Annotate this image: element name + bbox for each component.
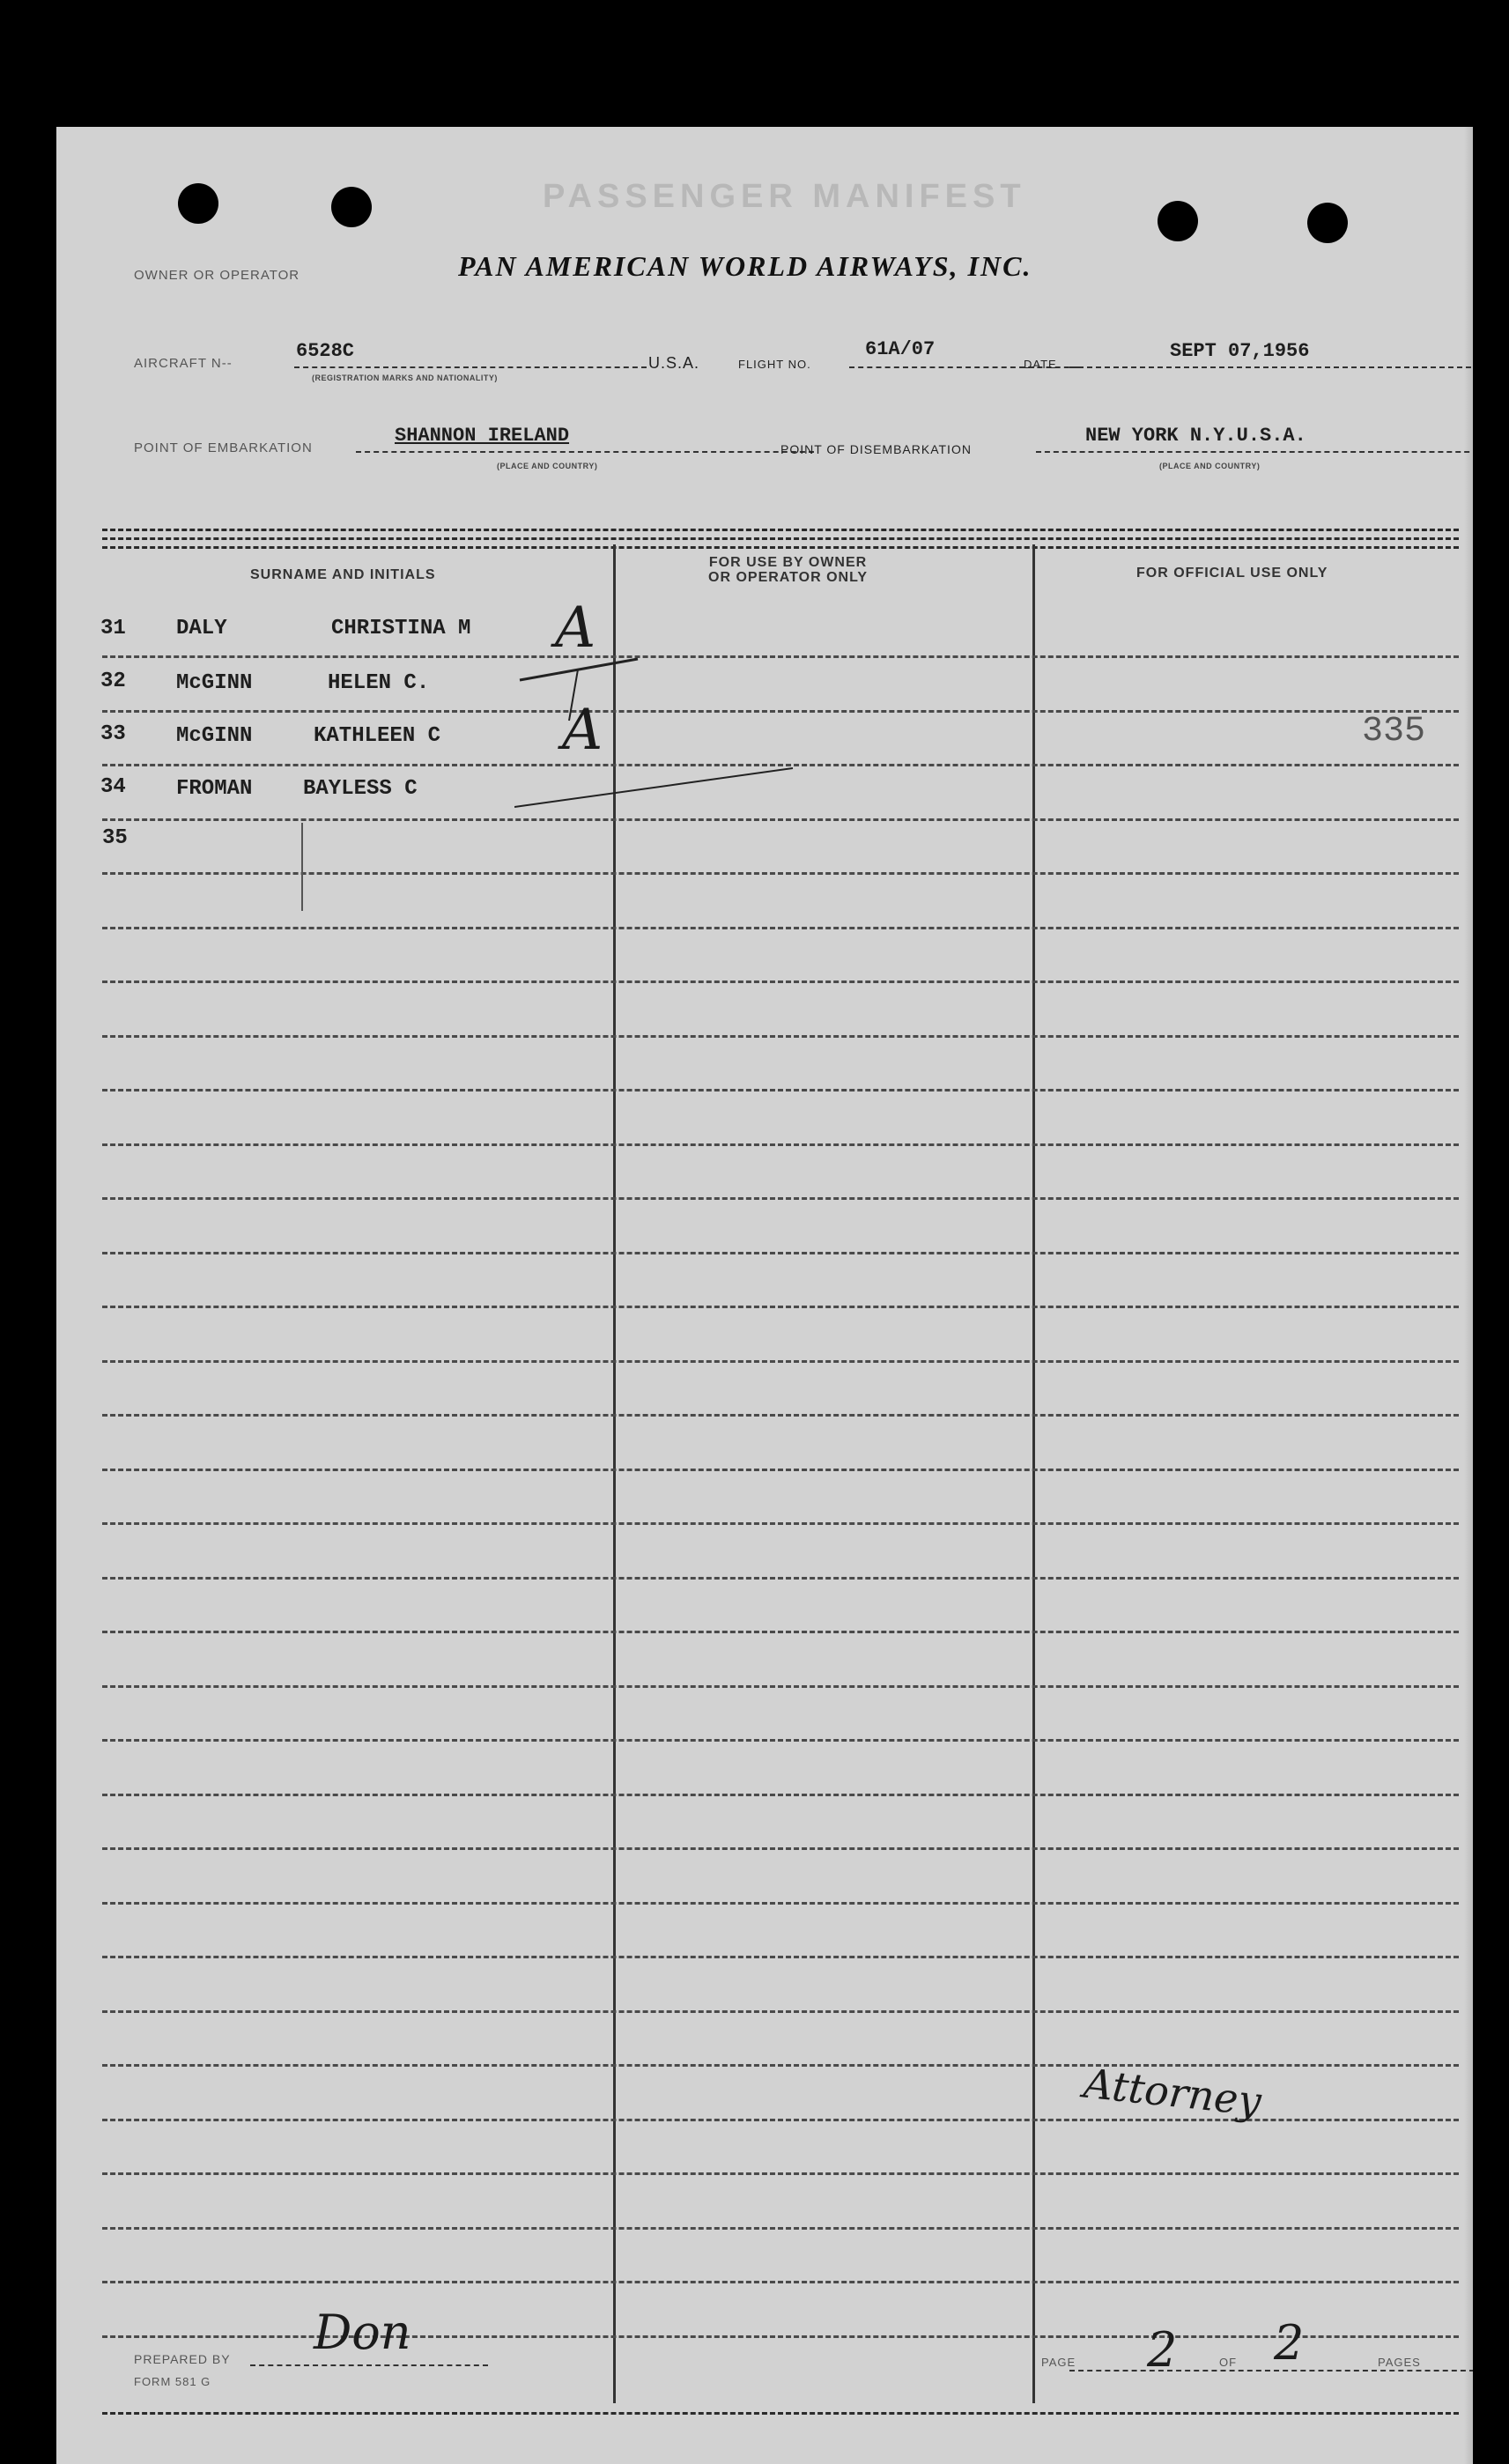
pen-stroke bbox=[569, 670, 578, 721]
col-header-names: SURNAME AND INITIALS bbox=[250, 567, 436, 582]
passenger-given-name: KATHLEEN C bbox=[314, 724, 441, 748]
of-label: OF bbox=[1219, 2356, 1238, 2369]
passenger-surname: DALY bbox=[176, 617, 227, 640]
row-rule bbox=[102, 1902, 1459, 1905]
date-label: DATE bbox=[1024, 358, 1057, 371]
table-top-rule bbox=[102, 529, 1459, 531]
row-rule bbox=[102, 1035, 1459, 1038]
airline-name: PAN AMERICAN WORLD AIRWAYS, INC. bbox=[458, 250, 1032, 282]
passenger-given-name: HELEN C. bbox=[328, 671, 430, 695]
aircraft-underline bbox=[294, 366, 647, 368]
row-rule bbox=[102, 2010, 1459, 2013]
embark-underline bbox=[356, 451, 814, 453]
row-rule bbox=[102, 1685, 1459, 1688]
usa-label: U.S.A. bbox=[648, 354, 700, 372]
row-rule bbox=[102, 1089, 1459, 1091]
row-rule bbox=[102, 1739, 1459, 1742]
row-number: 35 bbox=[102, 826, 128, 850]
pen-stroke bbox=[520, 659, 638, 680]
page-label: PAGE bbox=[1041, 2356, 1076, 2369]
disembark-label: POINT OF DISEMBARKATION bbox=[780, 442, 972, 456]
handwritten-mark: A bbox=[555, 596, 596, 661]
row-rule bbox=[102, 2172, 1459, 2175]
embark-label: POINT OF EMBARKATION bbox=[134, 440, 313, 455]
row-rule bbox=[102, 2064, 1459, 2067]
form-title: PASSENGER MANIFEST bbox=[543, 178, 1026, 215]
row-rule bbox=[102, 1794, 1459, 1796]
disembark-caption: (PLACE AND COUNTRY) bbox=[1159, 462, 1261, 470]
row-rule bbox=[102, 1252, 1459, 1254]
col-header-owner bbox=[708, 555, 868, 585]
row-rule bbox=[102, 1522, 1459, 1525]
passenger-surname: McGINN bbox=[176, 671, 253, 695]
column-divider bbox=[613, 544, 616, 2403]
row-rule bbox=[102, 1197, 1459, 1200]
row-number: 32 bbox=[100, 670, 126, 693]
row-rule bbox=[102, 1306, 1459, 1308]
row-rule bbox=[102, 927, 1459, 929]
official-note: 335 bbox=[1362, 712, 1426, 751]
row-rule bbox=[102, 1143, 1459, 1146]
official-signature: Attorney bbox=[1081, 2059, 1264, 2126]
row-rule bbox=[102, 818, 1459, 821]
row-rule bbox=[102, 1360, 1459, 1363]
form-code: FORM 581 G bbox=[134, 2375, 211, 2388]
flight-label: FLIGHT NO. bbox=[738, 358, 811, 371]
sheet-edge bbox=[1464, 127, 1473, 2464]
page-underline bbox=[1069, 2370, 1473, 2372]
row-rule bbox=[102, 1469, 1459, 1471]
prepared-underline bbox=[250, 2364, 488, 2366]
aircraft-value: 6528C bbox=[296, 340, 355, 362]
table-top-rule bbox=[102, 537, 1459, 540]
aircraft-label: AIRCRAFT N-- bbox=[134, 356, 233, 371]
table-top-rule bbox=[102, 546, 1459, 549]
row-rule bbox=[102, 1414, 1459, 1417]
row-rule bbox=[102, 980, 1459, 983]
pages-label: PAGES bbox=[1378, 2356, 1421, 2369]
manifest-sheet bbox=[56, 127, 1473, 2464]
prepared-label: PREPARED BY bbox=[134, 2352, 231, 2366]
passenger-given-name: CHRISTINA M bbox=[331, 617, 471, 640]
disembark-value: NEW YORK N.Y.U.S.A. bbox=[1085, 425, 1306, 447]
row-rule bbox=[102, 1956, 1459, 1958]
aircraft-caption: (REGISTRATION MARKS AND NATIONALITY) bbox=[312, 374, 498, 382]
embark-value: SHANNON IRELAND bbox=[395, 425, 570, 447]
disembark-underline bbox=[1036, 451, 1473, 453]
row-rule bbox=[102, 2281, 1459, 2283]
date-underline bbox=[1069, 366, 1473, 368]
passenger-surname: McGINN bbox=[176, 724, 253, 748]
column-divider bbox=[1032, 544, 1035, 2403]
date-value: SEPT 07,1956 bbox=[1170, 340, 1310, 362]
punch-hole bbox=[178, 183, 218, 224]
col-header-owner-line1: FOR USE BY OWNER bbox=[708, 555, 868, 570]
pen-stroke bbox=[514, 768, 793, 807]
punch-hole bbox=[1307, 203, 1348, 243]
row-number: 33 bbox=[100, 722, 126, 746]
owner-label: OWNER OR OPERATOR bbox=[134, 268, 300, 283]
row-number: 31 bbox=[100, 617, 126, 640]
col-header-official: FOR OFFICIAL USE ONLY bbox=[1136, 566, 1328, 581]
row-rule bbox=[102, 2227, 1459, 2230]
row-rule bbox=[102, 1847, 1459, 1850]
handwritten-strokes bbox=[514, 638, 796, 814]
col-header-owner-line2: OR OPERATOR ONLY bbox=[708, 570, 869, 585]
row-number: 34 bbox=[100, 775, 126, 799]
row-rule bbox=[102, 872, 1459, 875]
passenger-surname: FROMAN bbox=[176, 777, 253, 801]
row-rule bbox=[102, 1631, 1459, 1633]
punch-hole bbox=[331, 187, 372, 227]
handwritten-mark: A bbox=[562, 698, 603, 763]
punch-hole bbox=[1158, 201, 1198, 241]
page-total: 2 bbox=[1274, 2315, 1305, 2371]
entry-tick bbox=[301, 823, 303, 911]
embark-caption: (PLACE AND COUNTRY) bbox=[497, 462, 598, 470]
passenger-given-name: BAYLESS C bbox=[303, 777, 418, 801]
row-rule bbox=[102, 2335, 1459, 2338]
row-rule bbox=[102, 1577, 1459, 1580]
table-bottom-rule bbox=[102, 2412, 1459, 2415]
flight-value: 61A/07 bbox=[865, 338, 936, 360]
preparer-signature: Don bbox=[314, 2305, 411, 2360]
page-number: 2 bbox=[1147, 2322, 1178, 2378]
